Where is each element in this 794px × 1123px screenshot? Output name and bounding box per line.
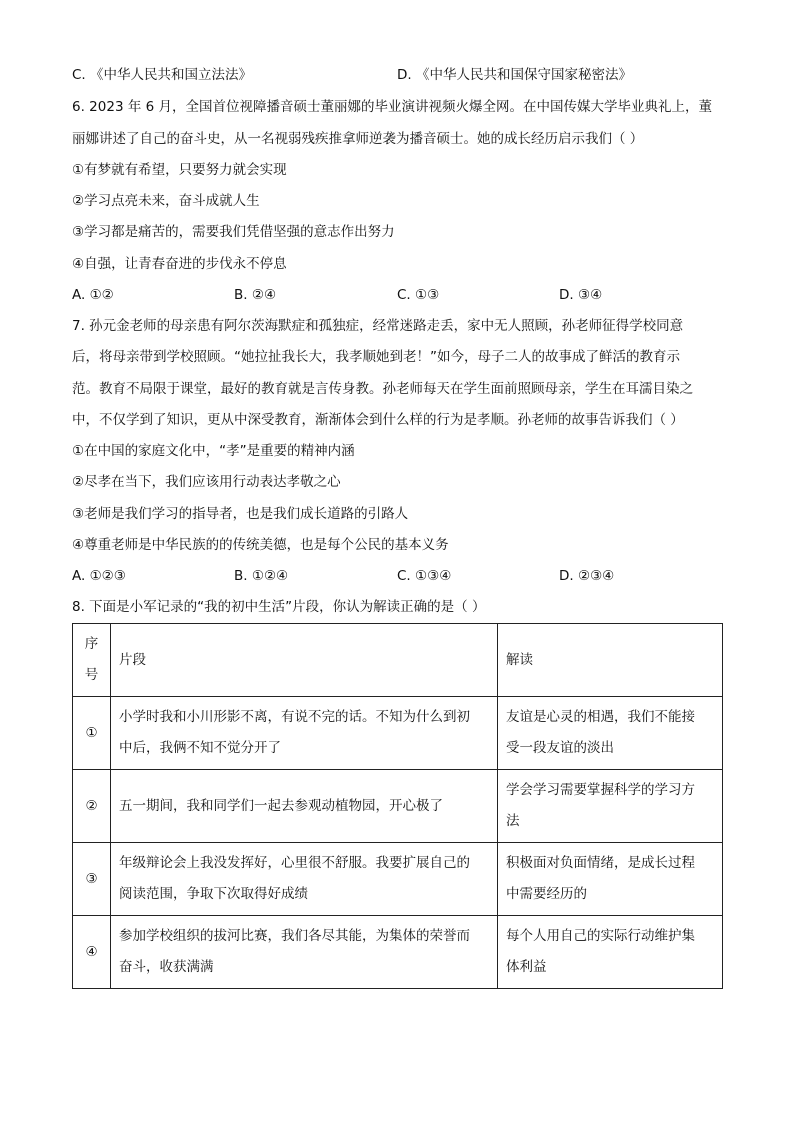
header-number-cell [73, 624, 111, 697]
fragment-line: 阅读范围，争取下次取得好成绩 [119, 886, 308, 902]
q7-stem-line-1: 7. 孙元金老师的母亲患有阿尔茨海默症和孤独症，经常迷路走丢，家中无人照顾，孙老师征得学校同意 [72, 318, 684, 334]
fragment-line: 年级辩论会上我没发挥好，心里很不舒服。我要扩展自己的 [119, 855, 470, 871]
header-number-line-2: 号 [84, 667, 99, 683]
q8-table [72, 623, 723, 989]
fragment-line: 小学时我和小川形影不离，有说不完的话。不知为什么到初 [119, 709, 470, 725]
header-interpretation-cell: 解读 [498, 624, 723, 697]
q6-option-c: C. ①③ [397, 287, 440, 303]
q7-stem-line-4: 中，不仅学到了知识，更从中深受教育，渐渐体会到什么样的行为是孝顺。孙老师的故事告诉我们（ ） [72, 412, 684, 428]
q6-statement-2: ②学习点亮未来，奋斗成就人生 [72, 193, 260, 209]
q7-option-a: A. ①②③ [72, 568, 126, 584]
q6-statement-1: ①有梦就有希望，只要努力就会实现 [72, 162, 287, 178]
q7-options [72, 566, 722, 586]
q6-options [72, 285, 722, 305]
q7-option-c: C. ①③④ [397, 568, 452, 584]
q7-option-b: B. ①②④ [234, 568, 289, 584]
fragment-cell [111, 843, 498, 916]
header-fragment-cell: 片段 [111, 624, 498, 697]
row-number-cell: ④ [73, 916, 111, 989]
q7-statement-4: ④尊重老师是中华民族的的传统美德，也是每个公民的基本义务 [72, 537, 449, 553]
interpretation-line: 法 [506, 813, 520, 829]
interpretation-line: 积极面对负面情绪，是成长过程 [506, 855, 695, 871]
q7-statement-2: ②尽孝在当下，我们应该用行动表达孝敬之心 [72, 474, 341, 490]
interpretation-cell [498, 843, 723, 916]
fragment-cell [111, 770, 498, 843]
q7-stem-line-2: 后，将母亲带到学校照顾。“她拉扯我长大，我孝顺她到老！”如今，母子二人的故事成了鲜活的教育示 [72, 349, 680, 365]
q7-option-d: D. ②③④ [559, 568, 615, 584]
interpretation-line: 体利益 [506, 959, 547, 975]
interpretation-cell [498, 697, 723, 770]
interpretation-cell [498, 770, 723, 843]
q7-statement-1: ①在中国的家庭文化中，“孝”是重要的精神内涵 [72, 443, 355, 459]
q8-stem: 8. 下面是小军记录的“我的初中生活”片段，你认为解读正确的是（ ） [72, 599, 486, 615]
q5-options [72, 65, 722, 85]
q6-statement-3: ③学习都是痛苦的，需要我们凭借坚强的意志作出努力 [72, 224, 395, 240]
q6-option-b: B. ②④ [234, 287, 277, 303]
table-row [73, 916, 723, 989]
row-number-cell: ② [73, 770, 111, 843]
q6-option-d: D. ③④ [559, 287, 603, 303]
interpretation-line: 中需要经历的 [506, 886, 587, 902]
table-row [73, 770, 723, 843]
q7-statement-3: ③老师是我们学习的指导者，也是我们成长道路的引路人 [72, 506, 409, 522]
q6-stem-line-2: 丽娜讲述了自己的奋斗史，从一名视弱残疾推拿师逆袭为播音硕士。她的成长经历启示我们（ ） [72, 131, 644, 147]
fragment-line: 奋斗，收获满满 [119, 959, 214, 975]
q8-table-header-row [73, 624, 723, 697]
q6-statement-4: ④自强，让青春奋进的步伐永不停息 [72, 256, 287, 272]
row-number-cell: ③ [73, 843, 111, 916]
interpretation-line: 受一段友谊的淡出 [506, 740, 614, 756]
header-number-line-1: 序 [84, 636, 99, 652]
table-row [73, 843, 723, 916]
q6-option-a: A. ①② [72, 287, 114, 303]
fragment-cell [111, 916, 498, 989]
q7-stem-line-3: 范。教育不局限于课堂，最好的教育就是言传身教。孙老师每天在学生面前照顾母亲，学生在耳濡目染之 [72, 381, 693, 397]
fragment-line: 五一期间，我和同学们一起去参观动植物园，开心极了 [119, 797, 443, 814]
fragment-line: 中后，我俩不知不觉分开了 [119, 740, 281, 756]
row-number-cell: ① [73, 697, 111, 770]
interpretation-line: 学会学习需要掌握科学的学习方 [506, 782, 695, 798]
fragment-line: 参加学校组织的拔河比赛，我们各尽其能，为集体的荣誉而 [119, 928, 470, 944]
interpretation-line: 每个人用自己的实际行动维护集 [506, 928, 695, 944]
q5-option-c: C. 《中华人民共和国立法法》 [72, 67, 253, 83]
interpretation-line: 友谊是心灵的相遇，我们不能接 [506, 709, 695, 725]
table-row [73, 697, 723, 770]
interpretation-cell [498, 916, 723, 989]
q6-stem-line-1: 6. 2023 年 6 月，全国首位视障播音硕士董丽娜的毕业演讲视频火爆全网。在中国传媒大学毕业典礼上，董 [72, 99, 712, 115]
fragment-cell [111, 697, 498, 770]
q5-option-d: D. 《中华人民共和国保守国家秘密法》 [397, 67, 632, 83]
